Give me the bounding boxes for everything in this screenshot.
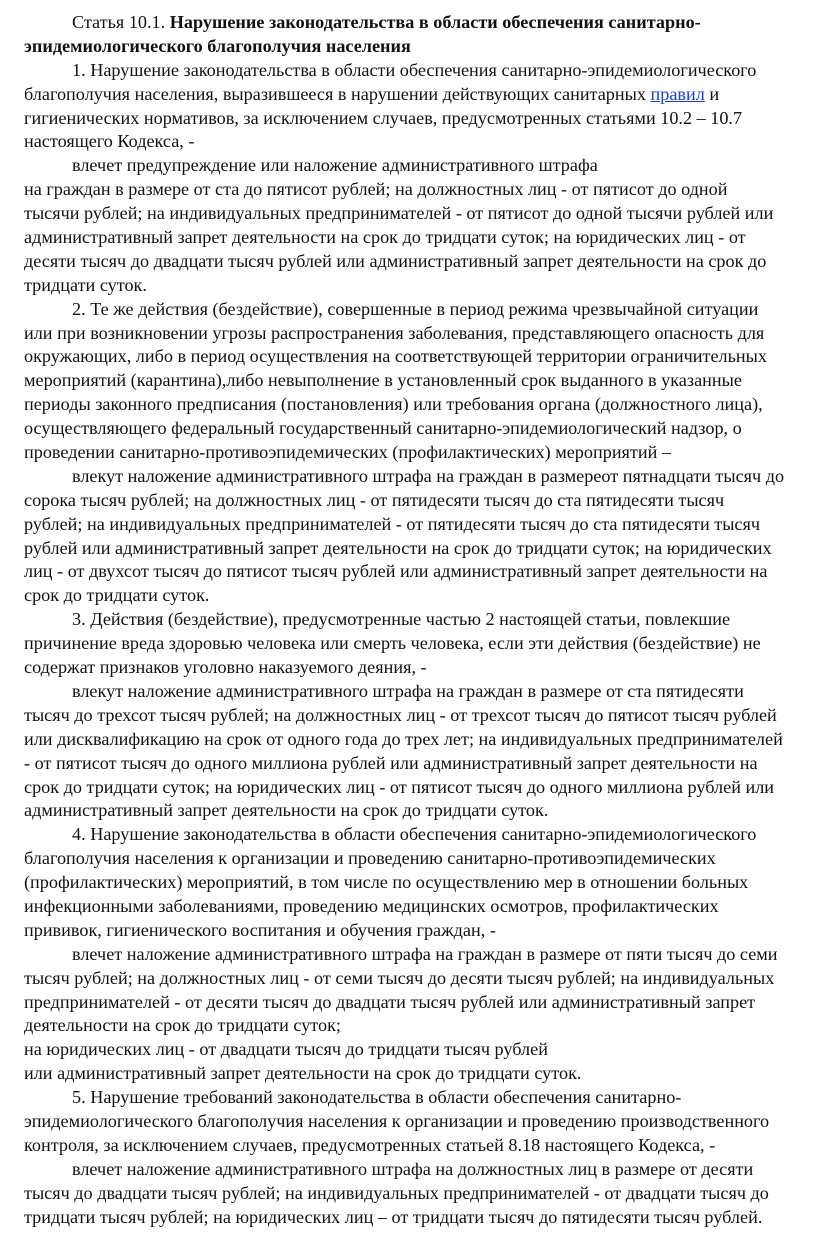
paragraph-line: окружающих, либо в период осуществления на соответствующей территории ограничительных [24,346,767,367]
paragraph-line: (профилактических) мероприятий, в том числе по осуществлению мер в отношении больных [24,872,749,893]
document-body [24,11,814,1229]
paragraph-line: осуществляющего федеральный государственный санитарно-эпидемиологический надзор, о [24,418,742,439]
article-heading [24,11,814,35]
penalty-line: влекут наложение административного штрафа на граждан в размереот пятнадцати тысяч до [72,465,785,486]
paragraph-line: проведении санитарно-противоэпидемических (профилактических) мероприятий – [24,442,671,463]
penalty-line: влечет наложение административного штрафа на граждан в размере от пяти тысяч до семи [72,943,778,964]
penalty-line: тысяч до двадцати тысяч рублей; на индивидуальных предпринимателей - от двадцати тысяч до [24,1182,769,1203]
penalty-line: рублей или административный запрет деятельности на срок до тридцати суток; на юридических [24,537,772,558]
penalty-line: административный запрет деятельности на срок до тридцати суток; на юридических лиц - от [24,227,746,248]
part-4 [24,823,814,1086]
paragraph-line: или при возникновении угрозы распространения заболевания, представляющего опасность для [24,322,765,343]
paragraph-line: благополучия населения к организации и проведению санитарно-противоэпидемических [24,848,716,869]
part-3 [24,608,814,823]
penalty-line: административный запрет деятельности на срок до тридцати суток. [24,800,549,821]
paragraph-line: 5. Нарушение требований законодательства в области обеспечения санитарно- [72,1087,682,1108]
penalty-line: или административный запрет деятельности на срок до тридцати суток. [24,1063,582,1084]
penalty-line: десяти тысяч до двадцати тысяч рублей или административный запрет деятельности на срок до [24,250,767,271]
paragraph-line: 4. Нарушение законодательства в области обеспечения санитарно-эпидемиологического [72,824,757,845]
part-2 [24,298,814,609]
penalty-line: тысяч рублей; на должностных лиц - от семи тысяч до десяти тысяч рублей; на индивидуальных [24,967,775,988]
penalty-line: срок до тридцати суток; на юридических лиц - от пятисот тысяч до одного миллиона рублей или [24,776,775,797]
paragraph-line: периоды законного предписания (постановления) или требования органа (должностного лица), [24,394,763,415]
penalty-line: тридцати суток. [24,274,147,295]
penalty-line: сорока тысяч рублей; на должностных лиц - от пятидесяти тысяч до ста пятидесяти тысяч [24,489,725,510]
penalty-line: на граждан в размере от ста до пятисот рублей; на должностных лиц - от пятисот до одной [24,179,728,200]
part-1 [24,59,814,298]
penalty-line: тысяч до трехсот тысяч рублей; на должностных лиц - от трехсот тысяч до пятисот тысяч рублей [24,704,777,725]
penalty-line: - от пятисот тысяч до одного миллиона рублей или административный запрет деятельности на [24,752,758,773]
penalty-line: деятельности на срок до тридцати суток; [24,1015,341,1036]
penalty-line: предпринимателей - от десяти тысяч до двадцати тысяч рублей или административный запрет [24,991,756,1012]
paragraph-line: настоящего Кодекса, - [24,131,195,152]
penalty-line: или дисквалификацию на срок от одного года до трех лет; на индивидуальных предпринимателей [24,728,783,749]
penalty-line: срок до тридцати суток. [24,585,210,606]
paragraph-line: 3. Действия (бездействие), предусмотренные частью 2 настоящей статьи, повлекшие [72,609,731,630]
article-title-part2: эпидемиологического благополучия населения [24,35,411,56]
paragraph-line: причинение вреда здоровью человека или смерть человека, если эти действия (бездействие) не [24,633,761,654]
paragraph-line: содержат признаков уголовно наказуемого деяния, - [24,657,427,678]
text-fragment: и [704,83,720,104]
paragraph-line: гигиенических нормативов, за исключением случаев, предусмотренных статьями 10.2 – 10.7 [24,107,743,128]
paragraph-line: контроля, за исключением случаев, предусмотренных статьей 8.18 настоящего Кодекса, - [24,1134,716,1155]
penalty-line: тысячи рублей; на индивидуальных предпринимателей - от пятисот до одной тысячи рублей или [24,203,774,224]
penalty-line: влечет наложение административного штрафа на должностных лиц в размере от десяти [72,1158,754,1179]
paragraph-line: инфекционными заболеваниями, проведению медицинских осмотров, профилактических [24,895,719,916]
penalty-line: рублей; на индивидуальных предпринимателей - от пятидесяти тысяч до ста пятидесяти тысяч [24,513,761,534]
article-label: Статья 10.1. [72,12,166,32]
penalty-line: влекут наложение административного штрафа на граждан в размере от ста пятидесяти [72,680,744,701]
penalty-line: влечет предупреждение или наложение административного штрафа [72,155,598,176]
paragraph-line: 2. Те же действия (бездействие), совершенные в период режима чрезвычайной ситуации [72,298,759,319]
text-fragment: благополучия населения, выразившееся в нарушении действующих санитарных [24,83,651,104]
paragraph-line: 1. Нарушение законодательства в области обеспечения санитарно-эпидемиологического [72,59,757,80]
penalty-line: на юридических лиц - от двадцати тысяч до тридцати тысяч рублей [24,1039,548,1060]
paragraph-line: эпидемиологического благополучия населения к организации и проведению производственного [24,1110,770,1131]
part-5 [24,1086,814,1229]
penalty-line: тридцати тысяч рублей; на юридических лиц – от тридцати тысяч до пятидесяти тысяч рублей. [24,1206,763,1227]
article-title-part1: Нарушение законодательства в области обеспечения санитарно- [169,12,701,32]
penalty-line: лиц - от двухсот тысяч до пятисот тысяч рублей или административный запрет деятельности на [24,561,768,582]
paragraph-line: прививок, гигиенического воспитания и обучения граждан, - [24,919,496,940]
rules-link[interactable]: правил [650,83,705,104]
paragraph-line [24,83,814,107]
paragraph-line: мероприятий (карантина),либо невыполнение в установленный срок выданного в указанные [24,370,742,391]
